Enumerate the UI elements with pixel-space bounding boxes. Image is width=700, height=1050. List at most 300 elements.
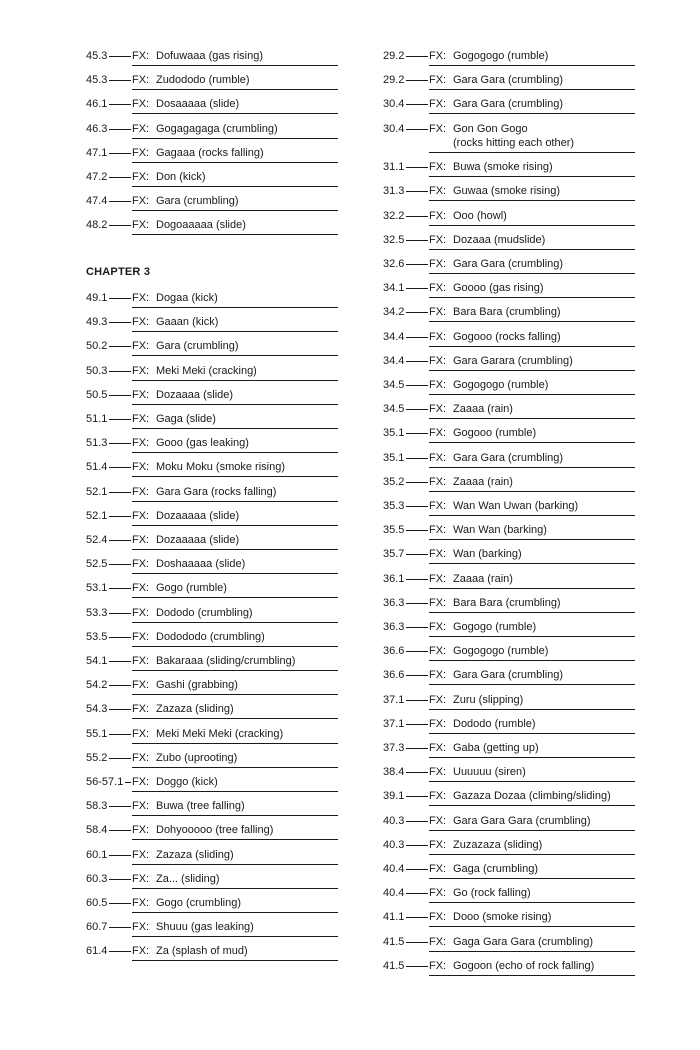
leader-dash [109, 613, 131, 614]
leader-dash [109, 298, 131, 299]
leader-dash [406, 554, 428, 555]
entry-underline [429, 684, 635, 685]
fx-label: FX: [429, 524, 447, 537]
fx-label: FX: [429, 572, 447, 585]
fx-description-continued: (rocks hitting each other) [453, 136, 575, 149]
fx-label: FX: [429, 814, 447, 827]
entry-underline [132, 718, 338, 719]
fx-label: FX: [429, 887, 447, 900]
fx-label: FX: [132, 122, 150, 135]
fx-label: FX: [429, 693, 447, 706]
page-panel-number: 36.3 [383, 621, 405, 633]
entry-underline [132, 476, 338, 477]
fx-description: Zazaza (sliding) [156, 848, 234, 861]
page-panel-number: 34.4 [383, 330, 405, 343]
entry-underline [132, 210, 338, 211]
leader-dash [109, 395, 131, 396]
page-panel-number: 35.1 [383, 451, 405, 464]
fx-label: FX: [132, 364, 150, 377]
fx-description: Zaaaa (rain) [453, 403, 513, 416]
fx-description: Gara Gara (crumbling) [453, 74, 564, 87]
page-panel-number: 38.4 [383, 766, 405, 779]
page-panel-number: 36.1 [383, 572, 405, 585]
leader-dash [406, 675, 428, 676]
fx-description: Zuru (slipping) [453, 693, 524, 706]
page-panel-number: 46.3 [86, 122, 108, 135]
leader-dash [109, 419, 131, 420]
fx-description: Buwa (tree falling) [156, 800, 245, 813]
fx-description: Uuuuuu (siren) [453, 766, 526, 779]
page-panel-number: 30.4 [383, 122, 405, 135]
fx-label: FX: [429, 911, 447, 924]
fx-label: FX: [429, 122, 447, 135]
page-panel-number: 53.1 [86, 582, 108, 595]
fx-label: FX: [429, 258, 447, 270]
page-panel-number: 55.1 [86, 727, 108, 740]
fx-description: Za (splash of mud) [156, 945, 248, 958]
fx-label: FX: [429, 209, 447, 222]
page-panel-number: 60.7 [86, 921, 108, 934]
fx-label: FX: [132, 630, 150, 643]
leader-dash [109, 225, 131, 226]
leader-dash [109, 588, 131, 589]
leader-dash [406, 191, 428, 192]
entry-underline [132, 307, 338, 308]
fx-description: Wan Wan (barking) [453, 524, 547, 537]
page-panel-number: 52.1 [86, 485, 108, 498]
fx-description: Gogooo (rumble) [453, 427, 537, 440]
fx-description: Buwa (smoke rising) [453, 161, 553, 174]
fx-label: FX: [429, 669, 447, 682]
page-panel-number: 34.5 [383, 403, 405, 416]
leader-dash [125, 782, 131, 783]
page-panel-number: 51.4 [86, 461, 108, 474]
page-panel-number: 52.1 [86, 509, 108, 522]
fx-description: Guwaa (smoke rising) [453, 185, 560, 198]
entry-underline [429, 467, 635, 468]
leader-dash [109, 830, 131, 831]
page-panel-number: 60.1 [86, 848, 108, 861]
leader-dash [109, 56, 131, 57]
entry-underline [429, 491, 635, 492]
page-panel-number: 31.1 [383, 161, 405, 174]
fx-description: Gogo (rumble) [156, 582, 227, 595]
fx-label: FX: [132, 74, 150, 87]
entry-underline [132, 694, 338, 695]
entry-underline [132, 815, 338, 816]
fx-label: FX: [132, 292, 150, 304]
page-panel-number: 39.1 [383, 790, 405, 803]
page-panel-number: 47.4 [86, 195, 108, 208]
entry-underline [429, 176, 635, 177]
leader-dash [109, 346, 131, 347]
leader-dash [406, 530, 428, 531]
page-panel-number: 49.1 [86, 292, 108, 304]
entry-underline [132, 501, 338, 502]
fx-label: FX: [429, 790, 447, 803]
page-panel-number: 41.5 [383, 935, 405, 948]
fx-description: Gara Garara (crumbling) [453, 354, 573, 367]
leader-dash [109, 661, 131, 662]
fx-description: Gooo (gas leaking) [156, 437, 249, 450]
leader-dash [406, 361, 428, 362]
page-panel-number: 58.3 [86, 800, 108, 813]
page-panel-number: 60.3 [86, 872, 108, 885]
page-panel-number: 29.2 [383, 74, 405, 87]
entry-underline [429, 926, 635, 927]
entry-underline [429, 805, 635, 806]
entry-underline [132, 355, 338, 356]
fx-description: Gogooo (rocks falling) [453, 330, 561, 343]
entry-underline [429, 515, 635, 516]
leader-dash [406, 337, 428, 338]
page-panel-number: 50.5 [86, 388, 108, 401]
fx-description: Dohyooooo (tree falling) [156, 824, 274, 837]
page-panel-number: 56-57.1 [86, 776, 124, 788]
leader-dash [109, 927, 131, 928]
entry-underline [132, 549, 338, 550]
fx-description: Dozaaa (mudslide) [453, 233, 546, 246]
entry-underline [429, 321, 635, 322]
fx-description: Gogogo (rumble) [453, 621, 537, 633]
entry-underline [429, 612, 635, 613]
entry-underline [429, 89, 635, 90]
entry-underline [429, 200, 635, 201]
fx-label: FX: [132, 751, 150, 764]
leader-dash [406, 796, 428, 797]
fx-label: FX: [429, 185, 447, 198]
fx-label: FX: [429, 959, 447, 972]
fx-label: FX: [132, 509, 150, 522]
entry-underline [132, 162, 338, 163]
fx-description: Dogaa (kick) [156, 292, 218, 304]
leader-dash [109, 709, 131, 710]
fx-label: FX: [429, 50, 447, 62]
entry-underline [132, 113, 338, 114]
entry-underline [429, 418, 635, 419]
fx-label: FX: [132, 340, 150, 353]
page-panel-number: 36.6 [383, 645, 405, 658]
fx-description: Wan Wan Uwan (barking) [453, 500, 579, 512]
entry-underline [132, 912, 338, 913]
leader-dash [109, 443, 131, 444]
page-panel-number: 41.5 [383, 959, 405, 972]
fx-description: Bara Bara (crumbling) [453, 596, 561, 609]
leader-dash [406, 312, 428, 313]
page-panel-number: 51.1 [86, 413, 108, 425]
fx-description: Zudododo (rumble) [156, 74, 250, 87]
fx-label: FX: [429, 98, 447, 111]
leader-dash [109, 201, 131, 202]
page-panel-number: 34.5 [383, 379, 405, 391]
fx-label: FX: [429, 742, 447, 754]
fx-label: FX: [429, 74, 447, 87]
leader-dash [109, 516, 131, 517]
fx-description: Meki Meki (cracking) [156, 364, 257, 377]
entry-underline [429, 878, 635, 879]
leader-dash [109, 540, 131, 541]
leader-dash [109, 758, 131, 759]
page-panel-number: 55.2 [86, 751, 108, 764]
page-panel-number: 48.2 [86, 219, 108, 232]
leader-dash [406, 104, 428, 105]
leader-dash [406, 893, 428, 894]
fx-label: FX: [429, 403, 447, 416]
fx-label: FX: [132, 195, 150, 208]
leader-dash [406, 240, 428, 241]
leader-dash [109, 855, 131, 856]
fx-description: Doggo (kick) [156, 776, 218, 788]
fx-label: FX: [429, 161, 447, 174]
entry-underline [132, 380, 338, 381]
entry-underline [429, 225, 635, 226]
page-panel-number: 41.1 [383, 911, 405, 924]
leader-dash [406, 966, 428, 967]
fx-description: Gagaaa (rocks falling) [156, 146, 264, 159]
fx-label: FX: [429, 645, 447, 658]
page-panel-number: 61.4 [86, 945, 108, 958]
fx-label: FX: [132, 921, 150, 934]
fx-description: Gon Gon Gogo [453, 122, 528, 135]
fx-label: FX: [132, 219, 150, 232]
fx-description: Gogo (crumbling) [156, 897, 241, 909]
fx-label: FX: [429, 766, 447, 779]
leader-dash [109, 637, 131, 638]
page-panel-number: 40.4 [383, 887, 405, 900]
fx-label: FX: [429, 838, 447, 851]
leader-dash [109, 903, 131, 904]
fx-label: FX: [429, 451, 447, 464]
leader-dash [406, 748, 428, 749]
entry-underline [429, 563, 635, 564]
entry-underline [132, 331, 338, 332]
page-panel-number: 35.1 [383, 427, 405, 440]
page-panel-number: 51.3 [86, 437, 108, 450]
fx-description: Dofuwaaa (gas rising) [156, 50, 263, 62]
fx-description: Dododo (crumbling) [156, 606, 253, 619]
fx-description: Gara Gara Gara (crumbling) [453, 814, 591, 827]
fx-description: Gogoon (echo of rock falling) [453, 959, 595, 972]
fx-label: FX: [429, 500, 447, 512]
fx-label: FX: [132, 872, 150, 885]
entry-underline [429, 394, 635, 395]
fx-label: FX: [429, 863, 447, 875]
entry-underline [429, 65, 635, 66]
leader-dash [406, 651, 428, 652]
page-panel-number: 36.3 [383, 596, 405, 609]
fx-label: FX: [132, 316, 150, 329]
leader-dash [406, 288, 428, 289]
page-panel-number: 40.4 [383, 863, 405, 875]
fx-description: Gara Gara (crumbling) [453, 669, 564, 682]
fx-description: Moku Moku (smoke rising) [156, 461, 285, 474]
entry-underline [132, 573, 338, 574]
fx-description: Go (rock falling) [453, 887, 531, 900]
entry-underline [429, 636, 635, 637]
fx-label: FX: [132, 703, 150, 716]
page-panel-number: 34.4 [383, 354, 405, 367]
entry-underline [429, 951, 635, 952]
entry-underline [132, 186, 338, 187]
fx-description: Gaga (crumbling) [453, 863, 538, 875]
leader-dash [406, 506, 428, 507]
entry-underline [132, 960, 338, 961]
entry-underline [132, 888, 338, 889]
leader-dash [109, 879, 131, 880]
fx-description: Gara Gara (crumbling) [453, 258, 564, 270]
entry-underline [429, 588, 635, 589]
fx-label: FX: [429, 475, 447, 488]
leader-dash [406, 56, 428, 57]
leader-dash [109, 806, 131, 807]
entry-underline [132, 65, 338, 66]
fx-label: FX: [429, 621, 447, 633]
entry-underline [132, 452, 338, 453]
leader-dash [406, 942, 428, 943]
leader-dash [406, 845, 428, 846]
fx-label: FX: [132, 98, 150, 111]
entry-underline [132, 839, 338, 840]
fx-description: Zazaza (sliding) [156, 703, 234, 716]
fx-description: Goooo (gas rising) [453, 282, 544, 295]
fx-description: Gara Gara (crumbling) [453, 451, 564, 464]
fx-description: Doshaaaaa (slide) [156, 558, 246, 571]
fx-description: Bakaraaa (sliding/crumbling) [156, 655, 296, 667]
entry-underline [132, 89, 338, 90]
fx-description: Gara (crumbling) [156, 340, 239, 353]
page-panel-number: 52.4 [86, 534, 108, 546]
leader-dash [109, 951, 131, 952]
leader-dash [109, 129, 131, 130]
leader-dash [109, 564, 131, 565]
fx-description: Dozaaaaa (slide) [156, 534, 240, 546]
fx-label: FX: [429, 427, 447, 440]
entry-underline [132, 646, 338, 647]
page-panel-number: 34.2 [383, 306, 405, 319]
page-panel-number: 36.6 [383, 669, 405, 682]
entry-underline [429, 249, 635, 250]
page-panel-number: 60.5 [86, 897, 108, 909]
leader-dash [406, 869, 428, 870]
fx-description: Dooo (smoke rising) [453, 911, 552, 924]
fx-description: Gogogogo (rumble) [453, 50, 549, 62]
entry-underline [429, 781, 635, 782]
page-panel-number: 32.5 [383, 233, 405, 246]
fx-label: FX: [132, 437, 150, 450]
page-panel-number: 35.7 [383, 548, 405, 561]
fx-description: Dogoaaaaa (slide) [156, 219, 246, 232]
page-panel-number: 47.1 [86, 146, 108, 159]
fx-label: FX: [132, 582, 150, 595]
fx-description: Zaaaa (rain) [453, 572, 513, 585]
page-panel-number: 40.3 [383, 838, 405, 851]
fx-description: Gara Gara (rocks falling) [156, 485, 277, 498]
fx-label: FX: [132, 461, 150, 474]
entry-underline [429, 854, 635, 855]
entry-underline [132, 622, 338, 623]
fx-description: Dozaaaaa (slide) [156, 509, 240, 522]
leader-dash [406, 80, 428, 81]
entry-underline [429, 152, 635, 153]
entry-underline [429, 830, 635, 831]
page-panel-number: 45.3 [86, 50, 108, 62]
fx-description: Gaga (slide) [156, 413, 216, 425]
fx-description: Bara Bara (crumbling) [453, 306, 561, 319]
fx-label: FX: [132, 800, 150, 813]
leader-dash [406, 603, 428, 604]
fx-description: Gara Gara (crumbling) [453, 98, 564, 111]
entry-underline [429, 733, 635, 734]
entry-underline [132, 767, 338, 768]
fx-label: FX: [132, 727, 150, 740]
page-panel-number: 40.3 [383, 814, 405, 827]
leader-dash [406, 772, 428, 773]
fx-description: Meki Meki Meki (cracking) [156, 727, 284, 740]
fx-description: Gaaan (kick) [156, 316, 219, 329]
leader-dash [109, 322, 131, 323]
leader-dash [109, 104, 131, 105]
entry-underline [429, 370, 635, 371]
fx-description: Ooo (howl) [453, 209, 507, 222]
fx-description: Gashi (grabbing) [156, 679, 238, 692]
fx-label: FX: [429, 935, 447, 948]
fx-description: Gogogogo (rumble) [453, 645, 549, 658]
fx-label: FX: [132, 848, 150, 861]
leader-dash [406, 433, 428, 434]
page-panel-number: 50.3 [86, 364, 108, 377]
page-panel-number: 29.2 [383, 50, 405, 62]
fx-label: FX: [132, 679, 150, 692]
page-panel-number: 34.1 [383, 282, 405, 295]
entry-underline [429, 902, 635, 903]
entry-underline [132, 864, 338, 865]
fx-label: FX: [429, 282, 447, 295]
entry-underline [429, 273, 635, 274]
page-panel-number: 37.3 [383, 742, 405, 754]
entry-underline [132, 936, 338, 937]
fx-label: FX: [132, 146, 150, 159]
page-panel-number: 30.4 [383, 98, 405, 111]
page-panel-number: 35.3 [383, 500, 405, 512]
fx-label: FX: [132, 388, 150, 401]
entry-underline [429, 346, 635, 347]
leader-dash [406, 385, 428, 386]
page-panel-number: 54.1 [86, 655, 108, 667]
page-panel-number: 53.5 [86, 630, 108, 643]
page-panel-number: 52.5 [86, 558, 108, 571]
fx-description: Gaba (getting up) [453, 742, 539, 754]
fx-label: FX: [429, 717, 447, 730]
page-panel-number: 45.3 [86, 74, 108, 87]
fx-label: FX: [429, 330, 447, 343]
entry-underline [132, 234, 338, 235]
entry-underline [429, 709, 635, 710]
page-panel-number: 32.2 [383, 209, 405, 222]
fx-label: FX: [429, 548, 447, 561]
leader-dash [109, 153, 131, 154]
fx-label: FX: [132, 171, 150, 183]
entry-underline [132, 404, 338, 405]
fx-description: Dozaaaa (slide) [156, 388, 234, 401]
leader-dash [406, 724, 428, 725]
entry-underline [132, 525, 338, 526]
entry-underline [429, 297, 635, 298]
fx-description: Gogogogo (rumble) [453, 379, 549, 391]
fx-label: FX: [429, 379, 447, 391]
fx-description: Dododo (rumble) [453, 717, 536, 730]
entry-underline [132, 791, 338, 792]
leader-dash [109, 734, 131, 735]
